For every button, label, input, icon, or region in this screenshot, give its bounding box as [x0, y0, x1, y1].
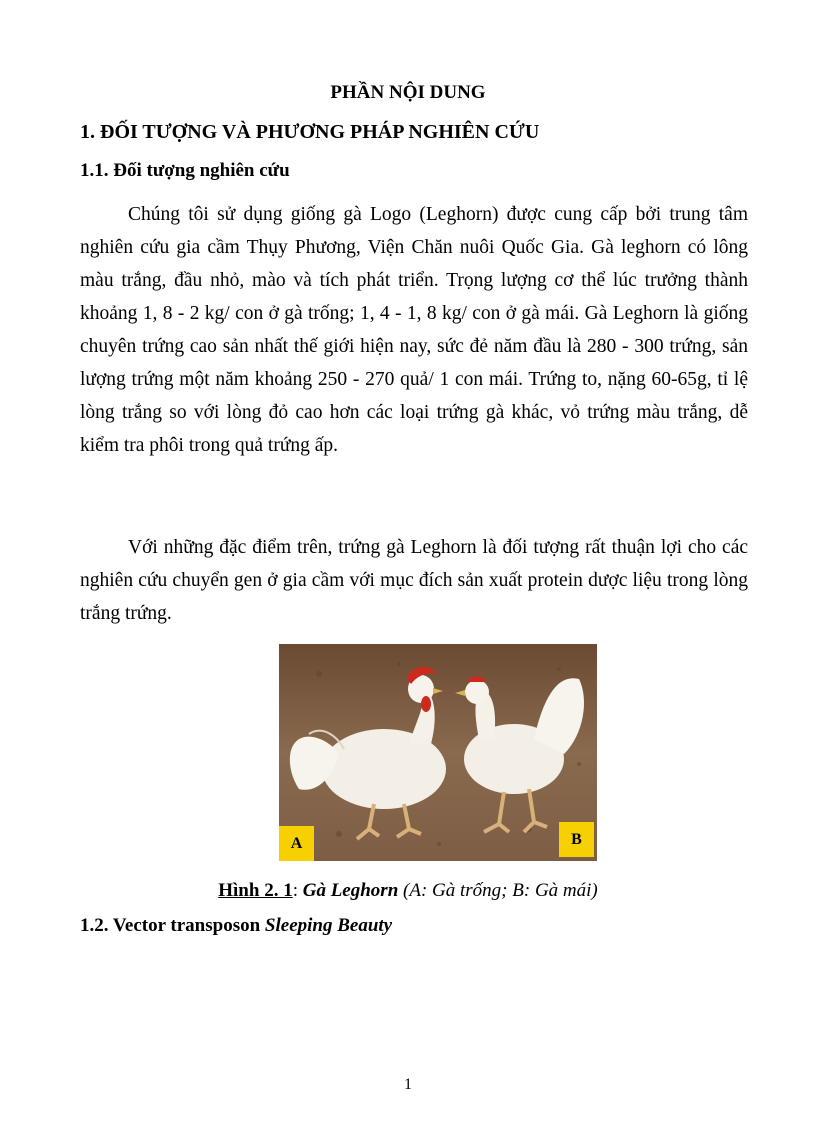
caption-name: Gà Leghorn [302, 880, 399, 901]
section-1-2-italic: Sleeping Beauty [264, 915, 393, 936]
paragraph-2: Với những đặc điểm trên, trứng gà Leghorn là đối tượng rất thuận lợi cho các nghiên cứu chuyển gen ở gia cầm với mục đích sản xuất protein dược liệu trong lòng trắng trứng. [80, 537, 748, 624]
leghorn-chicken-photo [279, 644, 597, 861]
caption-separator: : [292, 880, 303, 901]
paragraph-1: Chúng tôi sử dụng giống gà Logo (Leghorn) được cung cấp bởi trung tâm nghiên cứu gia cầm Thụy Phương, Viện Chăn nuôi Quốc Gia. Gà leghorn có lông màu trắng, đầu nhỏ, mào và tích phát triển. Trọng lượng cơ thể lúc trưởng thành khoảng 1, 8 - 2 kg/ con ở gà trống; 1, 4 - 1, 8 kg/ con ở gà mái. Gà Leghorn là giống chuyên trứng cao sản nhất thế giới hiện nay, sức đẻ năm đầu là 280 - 300 trứng, sản lượng trứng một năm khoảng 250 - 270 quả/ 1 con mái. Trứng to, nặng 60-65g, tỉ lệ lòng trắng so với lòng đỏ cao hơn các loại trứng gà khác, vỏ trứng màu trắng, dễ kiểm tra phôi trong quả trứng ấp. [80, 204, 748, 456]
figure-label-a: A [279, 826, 314, 861]
caption-detail: (A: Gà trống; B: Gà mái) [398, 880, 598, 901]
page-number: 1 [404, 1076, 412, 1093]
page-heading: PHẦN NỘI DUNG [330, 82, 486, 103]
caption-number: Hình 2. 1 [218, 880, 293, 901]
section-1-1-heading: 1.1. Đối tượng nghiên cứu [80, 160, 290, 181]
chicken-illustration [279, 644, 597, 861]
section-1-heading: 1. ĐỐI TƯỢNG VÀ PHƯƠNG PHÁP NGHIÊN CỨU [80, 121, 540, 143]
section-1-2-heading [80, 915, 392, 937]
figure-label-b: B [559, 822, 594, 857]
figure-caption [0, 880, 816, 902]
section-1-2-prefix: 1.2. Vector transposon [80, 915, 265, 936]
